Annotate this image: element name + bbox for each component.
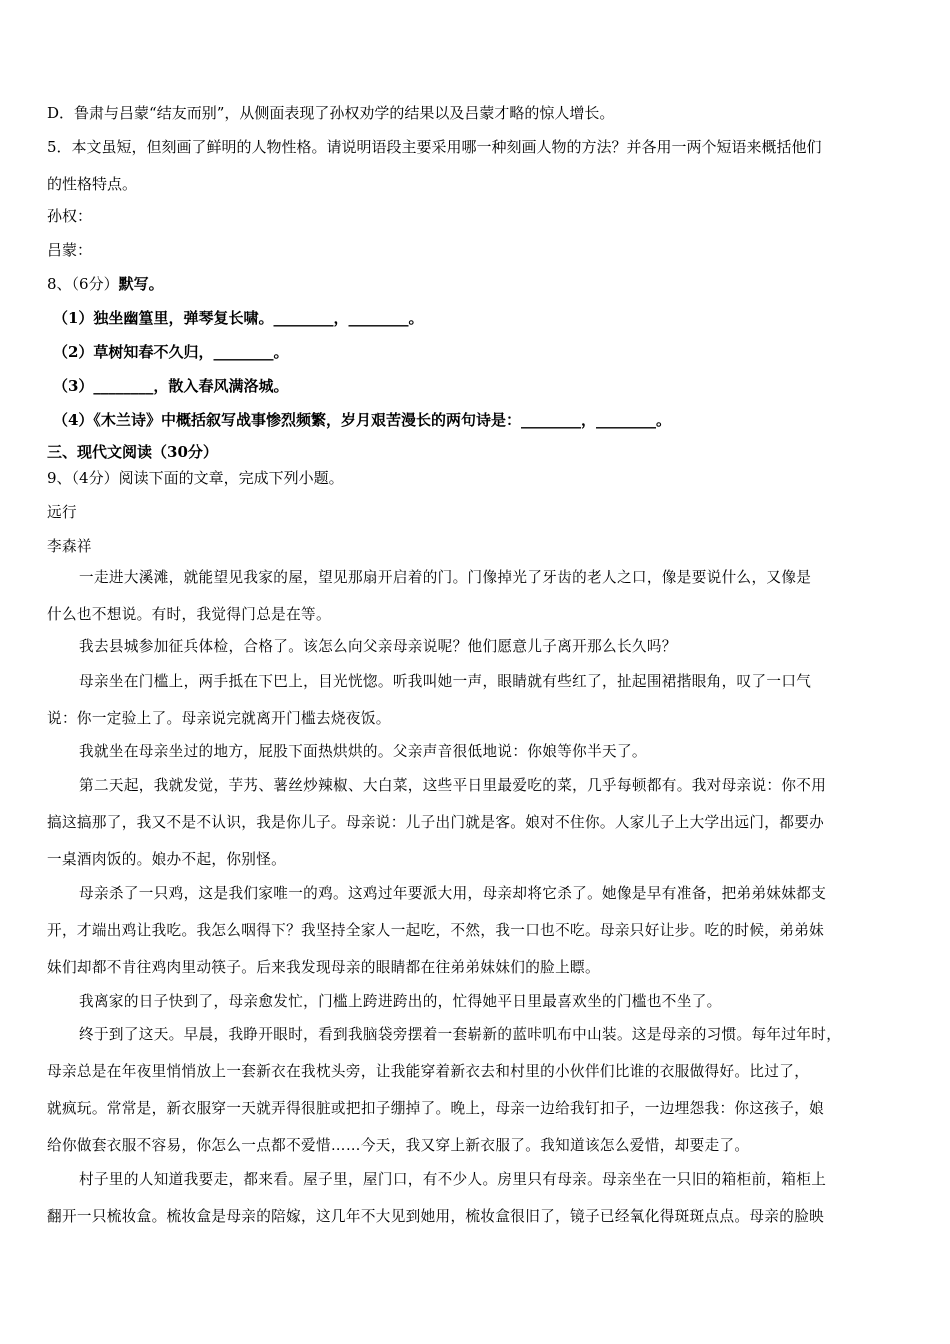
section-heading: 三、现代文阅读（30分） <box>47 443 218 461</box>
answer-label-lvmeng: 吕蒙： <box>47 241 93 259</box>
article-line: 翻开一只梳妆盒。梳妆盒是母亲的陪嫁，这几年不大见到她用，梳妆盒很旧了，镜子已经氧化得斑斑点点。母亲的脸映 <box>47 1208 825 1225</box>
article-line: 搞这搞那了，我又不是不认识，我是你儿子。母亲说：儿子出门就是客。娘对不住你。人家儿子上大学出远门，都要办 <box>47 814 825 831</box>
article-line: 什么也不想说。有时，我觉得门总是在等。 <box>47 606 331 623</box>
article-line: 我就坐在母亲坐过的地方，屁股下面热烘烘的。父亲声音很低地说：你娘等你半天了。 <box>79 743 647 760</box>
question-8-item-1: （1）独坐幽篁里，弹琴复长啸。________，________。 <box>53 309 424 327</box>
article-line: 妹们却都不肯往鸡肉里动筷子。后来我发现母亲的眼睛都在往弟弟妹妹们的脸上瞟。 <box>47 959 600 976</box>
article-line: 村子里的人知道我要走，都来看。屋子里，屋门口，有不少人。房里只有母亲。母亲坐在一只旧的箱柜前，箱柜上 <box>79 1171 827 1188</box>
article-title: 远行 <box>47 504 77 521</box>
question-8-title: 默写。 <box>118 275 164 293</box>
article-line: 母亲总是在年夜里悄悄放上一套新衣在我枕头旁，让我能穿着新衣去和村里的小伙伴们比谁的衣服做得好。比过了， <box>47 1063 810 1080</box>
article-line: 给你做套衣服不容易，你怎么一点都不爱惜……今天，我又穿上新衣服了。我知道该怎么爱惜，却要走了。 <box>47 1137 750 1154</box>
question-option-d: D．鲁肃与吕蒙“结友而别”，从侧面表现了孙权劝学的结果以及吕蒙才略的惊人增长。 <box>47 104 615 122</box>
question-5-line-1: 5．本文虽短，但刻画了鲜明的人物性格。请说明语段主要采用哪一种刻画人物的方法？并各用一两个短语来概括他们 <box>47 138 822 156</box>
article-line: 第二天起，我就发觉，芋艿、薯丝炒辣椒、大白菜，这些平日里最爱吃的菜，几乎每顿都有。我对母亲说：你不用 <box>79 777 827 794</box>
article-line: 开，才端出鸡让我吃。我怎么咽得下？我坚持全家人一起吃，不然，我一口也不吃。母亲只好让步。吃的时候，弟弟妹 <box>47 922 825 939</box>
article-line: 我离家的日子快到了，母亲愈发忙，门槛上跨进跨出的，忙得她平日里最喜欢坐的门槛也不坐了。 <box>79 993 722 1010</box>
article-line: 母亲杀了一只鸡，这是我们家唯一的鸡。这鸡过年要派大用，母亲却将它杀了。她像是早有准备，把弟弟妹妹都支 <box>79 885 827 902</box>
article-line: 终于到了这天。早晨，我睁开眼时，看到我脑袋旁摆着一套崭新的蓝咔叽布中山装。这是母亲的习惯。每年过年时， <box>79 1026 842 1043</box>
article-line: 一走进大溪滩，就能望见我家的屋，望见那扇开启着的门。门像掉光了牙齿的老人之口，像是要说什么，又像是 <box>79 569 812 586</box>
answer-label-sunquan: 孙权： <box>47 207 93 225</box>
question-9-intro: 9、（4分）阅读下面的文章，完成下列小题。 <box>47 469 344 487</box>
question-8-heading <box>47 274 907 294</box>
article-line: 一桌酒肉饭的。娘办不起，你别怪。 <box>47 851 287 868</box>
article-line: 说：你一定验上了。母亲说完就离开门槛去烧夜饭。 <box>47 710 391 727</box>
article-line: 母亲坐在门槛上，两手抵在下巴上，目光恍惚。听我叫她一声，眼睛就有些红了，扯起围裙揩眼角，叹了一口气 <box>79 673 812 690</box>
question-8-item-3: （3）________，散入春风满洛城。 <box>53 377 289 395</box>
question-5-line-2: 的性格特点。 <box>47 175 138 193</box>
article-line: 我去县城参加征兵体检，合格了。该怎么向父亲母亲说呢？他们愿意儿子离开那么长久吗？ <box>79 638 677 655</box>
question-8-item-4: （4）《木兰诗》中概括叙写战事惨烈频繁，岁月艰苦漫长的两句诗是：________，________。 <box>53 411 671 429</box>
question-8-item-2: （2）草树知春不久归，________。 <box>53 343 289 361</box>
article-author: 李森祥 <box>47 538 92 555</box>
question-8-prefix: 8、（6分） <box>47 275 119 293</box>
article-line: 就疯玩。常常是，新衣服穿一天就弄得很脏或把扣子绷掉了。晚上，母亲一边给我钉扣子，一边埋怨我：你这孩子，娘 <box>47 1100 825 1117</box>
